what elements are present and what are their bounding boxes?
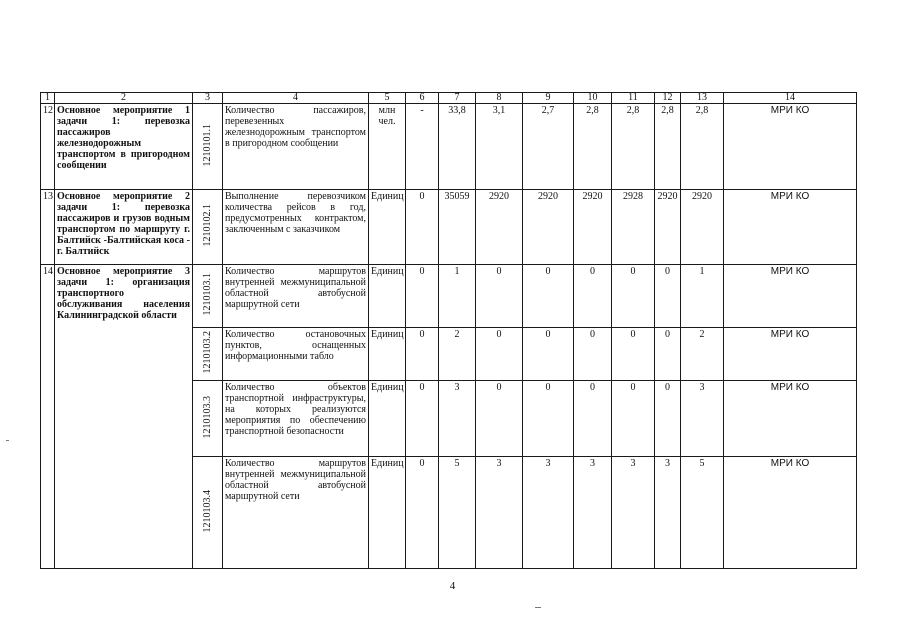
code-text: 1210103.4 xyxy=(202,489,213,533)
value-cell: 5 xyxy=(681,457,724,569)
col-header: 1 xyxy=(41,93,55,104)
value-cell: 0 xyxy=(574,265,612,328)
col-header: 9 xyxy=(523,93,574,104)
unit-cell: Единиц xyxy=(369,381,406,457)
unit-cell: Единиц xyxy=(369,265,406,328)
value-cell: 0 xyxy=(476,381,523,457)
unit-cell: Единиц xyxy=(369,457,406,569)
code-text: 1210103.2 xyxy=(202,331,213,374)
table-row xyxy=(41,104,857,190)
value-cell: 5 xyxy=(439,457,476,569)
unit-cell: млн чел. xyxy=(369,104,406,190)
scan-speck xyxy=(6,440,9,441)
indicator-cell: Количество остановочных пунктов, оснащенных информационными табло xyxy=(223,328,369,381)
value-cell: 2,8 xyxy=(574,104,612,190)
col-header: 14 xyxy=(724,93,857,104)
col-header: 4 xyxy=(223,93,369,104)
value-cell: 2,7 xyxy=(523,104,574,190)
responsible-cell: МРИ КО xyxy=(724,190,857,265)
code-text: 1210102.1 xyxy=(202,204,213,247)
indicator-cell: Количество маршрутов внутренней межмуниципальной областной автобусной маршрутной сети xyxy=(223,265,369,328)
responsible-cell: МРИ КО xyxy=(724,328,857,381)
col-header: 8 xyxy=(476,93,523,104)
code-cell xyxy=(193,190,223,265)
value-cell: 3 xyxy=(439,381,476,457)
value-cell: 2920 xyxy=(574,190,612,265)
value-cell: 2920 xyxy=(681,190,724,265)
value-cell: 0 xyxy=(655,265,681,328)
page-number: 4 xyxy=(449,580,456,592)
activity-cell: Основное мероприятие 2 задачи 1: перевозка пассажиров и грузов водным транспортом по маршруту г. Балтийск -Балтийская коса - г. Балтийск xyxy=(55,190,193,265)
code-text: 1210101.1 xyxy=(202,123,213,167)
value-cell: 3 xyxy=(523,457,574,569)
indicator-cell: Количество маршрутов внутренней межмуниципальной областной автобусной маршрутной сети xyxy=(223,457,369,569)
value-cell: 0 xyxy=(612,265,655,328)
value-cell: 35059 xyxy=(439,190,476,265)
value-cell: 2,8 xyxy=(655,104,681,190)
scan-speck xyxy=(535,607,541,608)
value-cell: 3 xyxy=(655,457,681,569)
value-cell: 2928 xyxy=(612,190,655,265)
value-cell: 0 xyxy=(655,381,681,457)
code-text: 1210103.3 xyxy=(202,395,213,439)
row-number: 13 xyxy=(41,190,55,265)
value-cell: 0 xyxy=(406,328,439,381)
indicator-cell: Количество объектов транспортной инфраструктуры, на которых реализуются мероприятия по обеспечению транспортной безопасности xyxy=(223,381,369,457)
value-cell: 0 xyxy=(406,457,439,569)
responsible-cell: МРИ КО xyxy=(724,104,857,190)
col-header: 6 xyxy=(406,93,439,104)
value-cell: 0 xyxy=(612,328,655,381)
value-cell: 0 xyxy=(406,381,439,457)
value-cell: 0 xyxy=(574,328,612,381)
value-cell: 0 xyxy=(523,265,574,328)
value-cell: 3 xyxy=(574,457,612,569)
table-row xyxy=(41,190,857,265)
value-cell: 3 xyxy=(681,381,724,457)
value-cell: 2 xyxy=(439,328,476,381)
code-cell xyxy=(193,381,223,457)
value-cell: 0 xyxy=(523,328,574,381)
value-cell: 0 xyxy=(406,265,439,328)
value-cell: 0 xyxy=(655,328,681,381)
indicator-cell: Выполнение перевозчиком количества рейсов в год, предусмотренных контрактом, заключенным с заказчиком xyxy=(223,190,369,265)
value-cell: 3 xyxy=(612,457,655,569)
value-cell: 2920 xyxy=(655,190,681,265)
header-row xyxy=(41,93,857,104)
responsible-cell: МРИ КО xyxy=(724,457,857,569)
col-header: 12 xyxy=(655,93,681,104)
code-text: 1210103.1 xyxy=(202,273,213,316)
code-cell xyxy=(193,265,223,328)
code-cell xyxy=(193,457,223,569)
unit-cell: Единиц xyxy=(369,328,406,381)
row-number: 12 xyxy=(41,104,55,190)
responsible-cell: МРИ КО xyxy=(724,265,857,328)
col-header: 5 xyxy=(369,93,406,104)
value-cell: 0 xyxy=(574,381,612,457)
value-cell: 2920 xyxy=(523,190,574,265)
value-cell: 3 xyxy=(476,457,523,569)
col-header: 2 xyxy=(55,93,193,104)
value-cell: 2,8 xyxy=(612,104,655,190)
value-cell: - xyxy=(406,104,439,190)
responsible-cell: МРИ КО xyxy=(724,381,857,457)
activity-cell: Основное мероприятие 1 задачи 1: перевозка пассажиров железнодорожным транспортом в пригородном сообщении xyxy=(55,104,193,190)
indicator-cell: Количество пассажиров, перевезенных железнодорожным транспортом в пригородном сообщении xyxy=(223,104,369,190)
value-cell: 0 xyxy=(612,381,655,457)
code-cell xyxy=(193,104,223,190)
row-number: 14 xyxy=(41,265,55,569)
value-cell: 3,1 xyxy=(476,104,523,190)
value-cell: 1 xyxy=(439,265,476,328)
code-cell xyxy=(193,328,223,381)
value-cell: 2 xyxy=(681,328,724,381)
value-cell: 0 xyxy=(476,265,523,328)
value-cell: 2920 xyxy=(476,190,523,265)
value-cell: 0 xyxy=(476,328,523,381)
value-cell: 0 xyxy=(406,190,439,265)
value-cell: 0 xyxy=(523,381,574,457)
col-header: 13 xyxy=(681,93,724,104)
value-cell: 2,8 xyxy=(681,104,724,190)
unit-cell: Единиц xyxy=(369,190,406,265)
table-row xyxy=(41,265,857,328)
col-header: 7 xyxy=(439,93,476,104)
value-cell: 33,8 xyxy=(439,104,476,190)
col-header: 11 xyxy=(612,93,655,104)
col-header: 10 xyxy=(574,93,612,104)
activity-cell: Основное мероприятие 3 задачи 1: организация транспортного обслуживания населения Калининградской области xyxy=(55,265,193,569)
indicators-table xyxy=(40,92,857,569)
value-cell: 1 xyxy=(681,265,724,328)
col-header: 3 xyxy=(193,93,223,104)
